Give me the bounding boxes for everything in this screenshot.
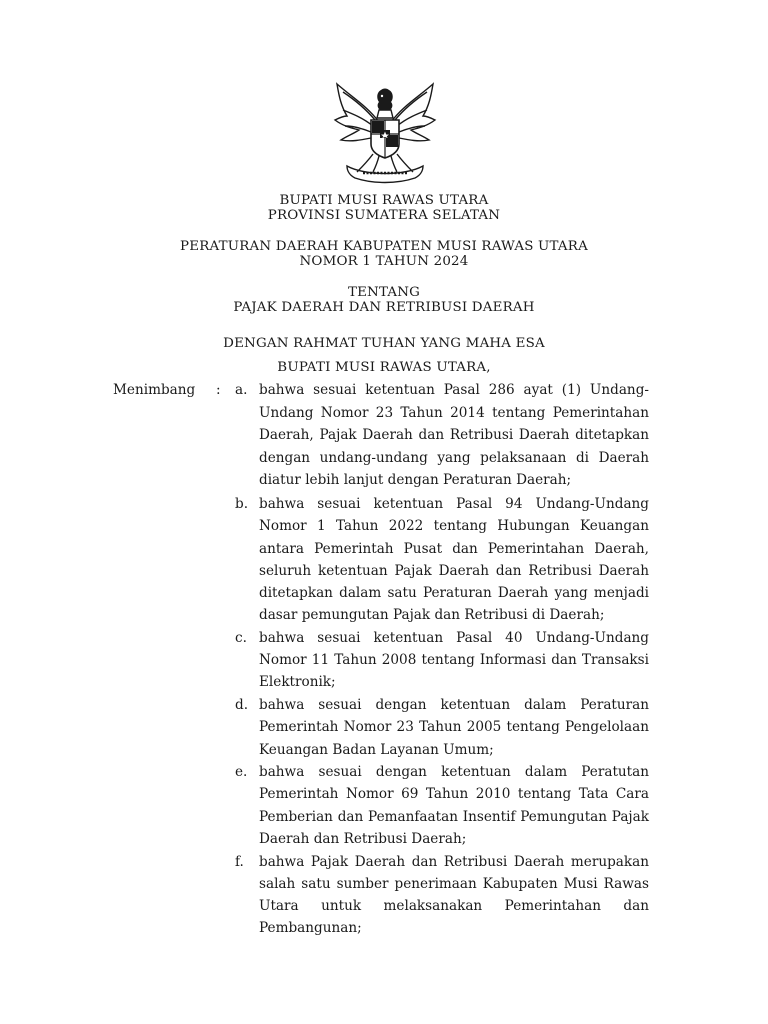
header-provinsi: PROVINSI SUMATERA SELATAN	[267, 208, 501, 223]
item-e-line: Daerah dan Retribusi Daerah;	[259, 831, 467, 847]
item-e-line: bahwa sesuai dengan ketentuan dalam Peratutan	[259, 764, 649, 780]
item-f-line: Pembangunan;	[259, 920, 362, 936]
item-b-line: ditetapkan dalam satu Peraturan Daerah yang menjadi	[259, 585, 649, 601]
item-c-line: bahwa sesuai ketentuan Pasal 40 Undang-Undang	[259, 630, 649, 646]
menimbang-label: Menimbang	[113, 382, 196, 398]
item-d-marker: d.	[235, 697, 249, 713]
item-c-marker: c.	[235, 630, 247, 646]
item-c-line: Nomor 11 Tahun 2008 tentang Informasi dan Transaksi	[259, 652, 649, 668]
item-a-line: Undang Nomor 23 Tahun 2014 tentang Pemerintahan	[259, 405, 649, 421]
item-d-line: bahwa sesuai dengan ketentuan dalam Peraturan	[259, 697, 649, 713]
item-a-line: bahwa sesuai ketentuan Pasal 286 ayat (1) Undang-	[259, 382, 649, 398]
regulation-subject: PAJAK DAERAH DAN RETRIBUSI DAERAH	[233, 300, 535, 315]
item-f-marker: f.	[235, 854, 244, 870]
item-e-marker: e.	[235, 764, 248, 780]
item-b-line: dasar pemungutan Pajak dan Retribusi di Daerah;	[259, 607, 605, 623]
item-f-line: Utara untuk melaksanakan Pemerintahan dan	[259, 898, 649, 914]
item-f-line: bahwa Pajak Daerah dan Retribusi Daerah merupakan	[259, 854, 649, 870]
regulation-title: PERATURAN DAERAH KABUPATEN MUSI RAWAS UTARA	[180, 239, 588, 254]
item-d-line: Keuangan Badan Layanan Umum;	[259, 742, 494, 758]
tentang-label: TENTANG	[347, 285, 421, 300]
item-e-line: Pemerintah Nomor 69 Tahun 2010 tentang Tata Cara	[259, 786, 649, 802]
garuda-emblem	[327, 76, 443, 188]
item-b-line: antara Pemerintah Pusat dan Pemerintahan Daerah,	[259, 541, 649, 557]
preamble-rahmat: DENGAN RAHMAT TUHAN YANG MAHA ESA	[223, 336, 545, 351]
header-bupati: BUPATI MUSI RAWAS UTARA	[279, 193, 489, 208]
menimbang-colon: :	[216, 382, 221, 398]
item-a-marker: a.	[235, 382, 248, 398]
item-b-line: Nomor 1 Tahun 2022 tentang Hubungan Keuangan	[259, 518, 649, 534]
regulation-number: NOMOR 1 TAHUN 2024	[299, 254, 469, 269]
preamble-bupati: BUPATI MUSI RAWAS UTARA,	[277, 360, 491, 375]
item-e-line: Pemberian dan Pemanfaatan Insentif Pemungutan Pajak	[259, 809, 649, 825]
item-b-line: bahwa sesuai ketentuan Pasal 94 Undang-Undang	[259, 496, 649, 512]
item-c-line: Elektronik;	[259, 674, 336, 690]
item-b-marker: b.	[235, 496, 249, 512]
item-d-line: Pemerintah Nomor 23 Tahun 2005 tentang Pengelolaan	[259, 719, 649, 735]
item-a-line: dengan undang-undang yang pelaksanaan di Daerah	[259, 450, 649, 466]
item-a-line: Daerah, Pajak Daerah dan Retribusi Daerah ditetapkan	[259, 427, 649, 443]
item-a-line: diatur lebih lanjut dengan Peraturan Daerah;	[259, 472, 572, 488]
item-f-line: salah satu sumber penerimaan Kabupaten Musi Rawas	[259, 876, 649, 892]
item-b-line: seluruh ketentuan Pajak Daerah dan Retribusi Daerah	[259, 563, 649, 579]
